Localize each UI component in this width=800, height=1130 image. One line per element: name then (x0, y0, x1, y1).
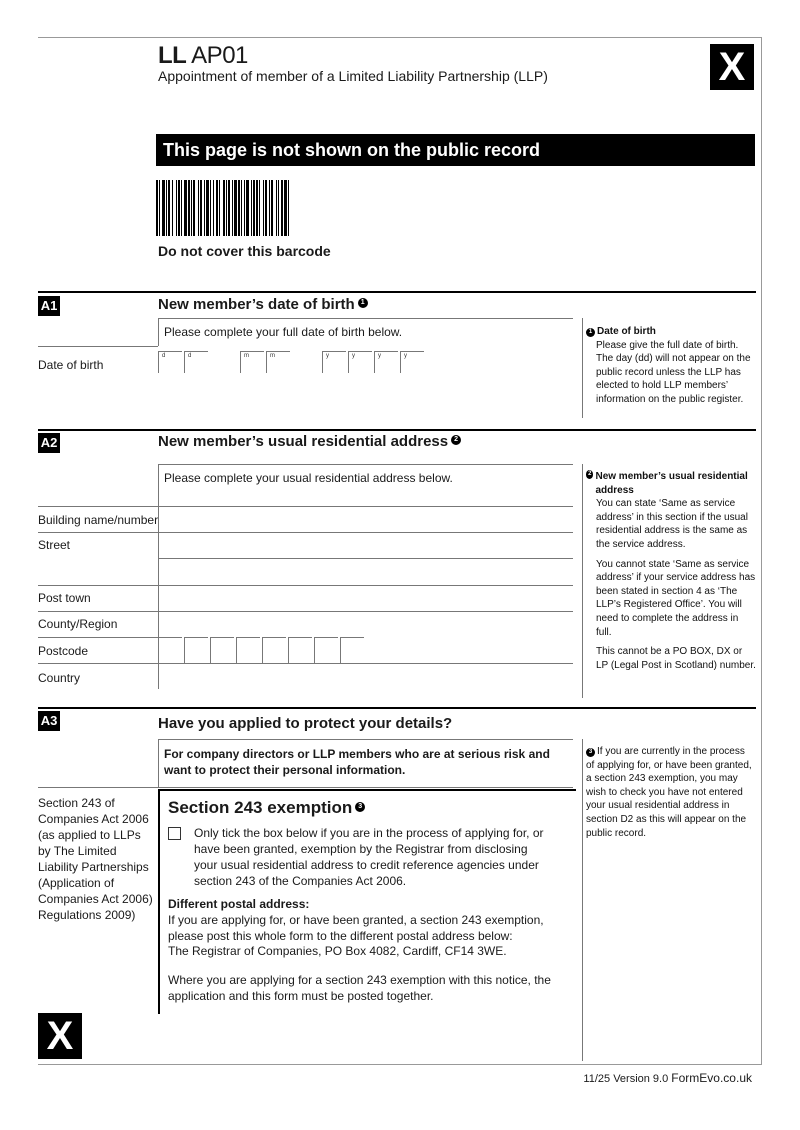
postcode-cell-2[interactable] (184, 637, 208, 663)
a3-side-note: 3 If you are currently in the process of applying for, or have been granted, a section 243 exemption, you may wish to check you have not entered your usual residential address in section D2 as this will appear on the public record. (586, 746, 752, 839)
page-top-rule (38, 37, 761, 38)
section-a1-heading: New member’s date of birth 1 (158, 296, 368, 313)
a3-note-line (582, 739, 583, 1061)
page-bottom-rule (38, 1064, 761, 1065)
dob-day-1[interactable]: d (158, 351, 182, 373)
a1-side-note: 1 Date of birth Please give the full date of birth. The day (dd) will not appear on the public record unless the LLP has elected to hold LLP members’ information on the public register. (586, 325, 756, 407)
a3-intro: For company directors or LLP members who are at serious risk and want to protect their personal information. (164, 747, 550, 777)
note-2-number: 2 (586, 470, 593, 479)
checkbox-instruction: Only tick the box below if you are in the process of applying for, or have been granted, exemption by the Registrar from disclosing your usual residential address to credit reference agencies under section 243 of the Companies Act 2006. (194, 826, 544, 888)
posted-together-text: Where you are applying for a section 243 exemption with this notice, the application and this form must be posted together. (168, 973, 551, 1003)
a1-instruction: Please complete your full date of birth below. (164, 325, 403, 339)
section-a3-rule (38, 707, 756, 709)
barcode-caption: Do not cover this barcode (158, 243, 331, 259)
form-title: Appointment of member of a Limited Liability Partnership (LLP) (158, 68, 548, 84)
page-right-rule (761, 37, 762, 1065)
postcode-cell-7[interactable] (314, 637, 338, 663)
building-label: Building name/number (38, 513, 159, 527)
dob-month-2[interactable]: m (266, 351, 290, 373)
note-1-number: 1 (586, 328, 595, 337)
country-input[interactable] (160, 664, 573, 689)
section-a3-heading: Have you applied to protect your details? (158, 715, 453, 732)
postcode-cell-8[interactable] (340, 637, 364, 663)
form-code: LL AP01 (158, 42, 248, 69)
section-a2-badge: A2 (38, 433, 60, 453)
street-label: Street (38, 538, 71, 552)
section-a3-badge: A3 (38, 711, 60, 731)
date-of-birth-label: Date of birth (38, 358, 104, 372)
a1-label-line (38, 346, 158, 347)
a2-row-line-6 (38, 637, 158, 638)
postal-title: Different postal address: (168, 897, 310, 911)
note-1-marker: 1 (358, 298, 368, 308)
a3-top-line (158, 739, 573, 740)
a3-mid-line (38, 787, 573, 788)
street-input-2[interactable] (160, 559, 573, 584)
county-label: County/Region (38, 617, 118, 631)
a3-intro-left-line (158, 739, 159, 787)
country-label: Country (38, 671, 81, 685)
postal-address: The Registrar of Companies, PO Box 4082, Cardiff, CF14 3WE. (168, 944, 507, 958)
county-input[interactable] (160, 612, 573, 637)
dob-month-1[interactable]: m (240, 351, 264, 373)
postcode-cell-6[interactable] (288, 637, 312, 663)
a2-instruction: Please complete your usual residential address below. (164, 471, 453, 485)
section-a2-rule (38, 429, 756, 431)
section-243-checkbox[interactable] (168, 827, 181, 840)
a3-box-top (158, 789, 576, 791)
section-a1-badge: A1 (38, 296, 60, 316)
postcode-cell-3[interactable] (210, 637, 234, 663)
note-3-number: 3 (586, 748, 595, 757)
bottom-x-mark: X (38, 1013, 82, 1059)
postcode-cell-5[interactable] (262, 637, 286, 663)
section-243-side-label: Section 243 of Companies Act 2006 (as applied to LLPs by The Limited Liability Partnerships (Application of Companies Act 2006) Regulations 2009) (38, 796, 153, 922)
post-town-label: Post town (38, 591, 91, 605)
a2-top-line (158, 464, 573, 465)
dob-year-2[interactable]: y (348, 351, 372, 373)
public-record-banner: This page is not shown on the public record (156, 134, 755, 166)
a1-left-line (158, 318, 159, 346)
post-town-input[interactable] (160, 586, 573, 611)
a2-side-note: 2 New member’s usual residential address You can state ‘Same as service address’ in this section if the usual residential address is the same as the service address. You cannot state ‘Same as service address’ if your service address has been stated in section 4 as ‘The LLP’s Registered Office’. You will need to complete the address in full. This cannot be a PO BOX, DX or LP (Legal Post in Scotland) number. (586, 470, 756, 678)
dob-year-3[interactable]: y (374, 351, 398, 373)
footer-version: 11/25 Version 9.0 FormEvo.co.uk (583, 1071, 752, 1085)
postcode-cell-1[interactable] (158, 637, 182, 663)
section-a1-rule (38, 291, 756, 293)
postcode-label: Postcode (38, 644, 89, 658)
a1-top-line (158, 318, 573, 319)
barcode (156, 180, 330, 236)
corner-x-mark: X (710, 44, 754, 90)
dob-year-1[interactable]: y (322, 351, 346, 373)
dob-day-2[interactable]: d (184, 351, 208, 373)
a3-box-left (158, 789, 160, 1014)
dob-year-4[interactable]: y (400, 351, 424, 373)
building-input[interactable] (160, 507, 573, 532)
postcode-cell-4[interactable] (236, 637, 260, 663)
section-a2-heading: New member’s usual residential address 2 (158, 433, 461, 450)
section-243-title: Section 243 exemption 3 (168, 798, 365, 818)
postal-text: If you are applying for, or have been granted, a section 243 exemption, please post this whole form to the different postal address below: (168, 913, 544, 943)
a2-note-line (582, 464, 583, 698)
street-input-1[interactable] (160, 533, 573, 558)
note-2-marker: 2 (451, 435, 461, 445)
a1-note-line (582, 318, 583, 418)
note-3-marker: 3 (355, 802, 365, 812)
